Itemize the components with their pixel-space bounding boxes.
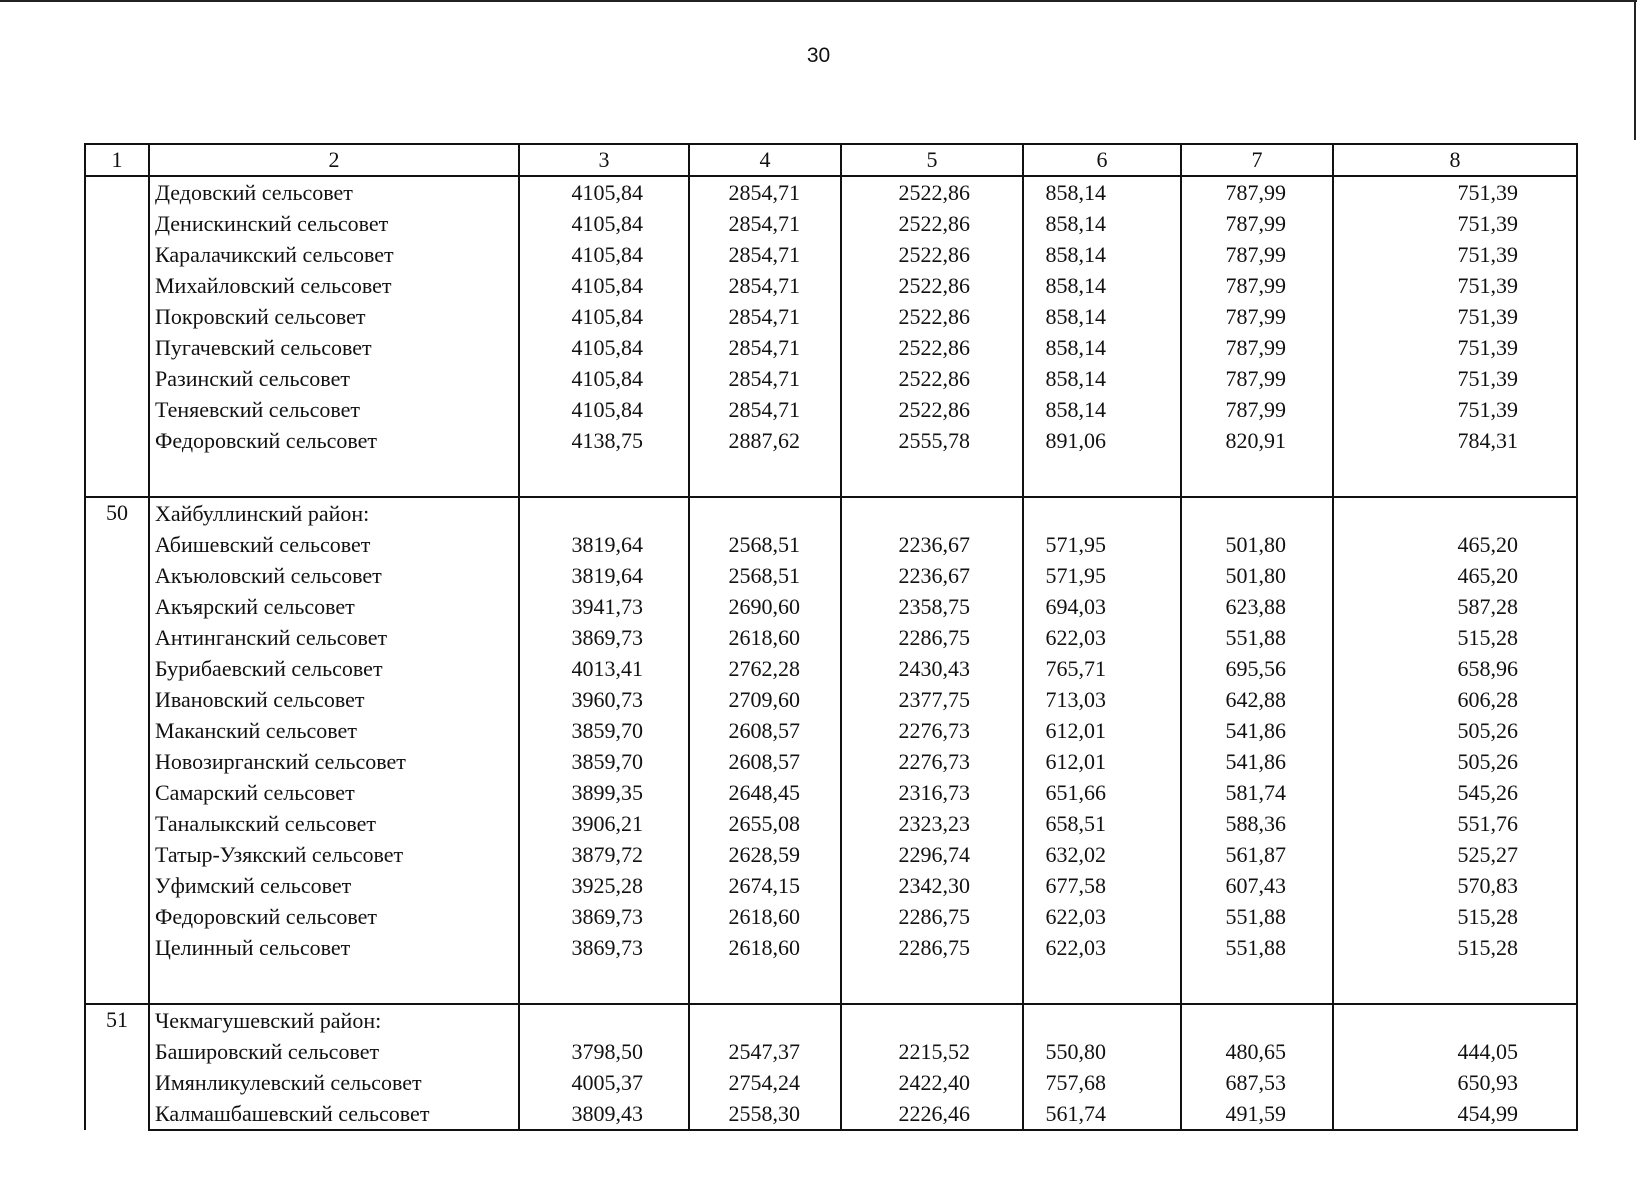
empty-cell — [519, 963, 689, 1004]
value-cell: 2430,43 — [841, 653, 1023, 684]
settlement-name: Абишевский сельсовет — [149, 529, 519, 560]
settlement-name: Ивановский сельсовет — [149, 684, 519, 715]
value-cell: 4138,75 — [519, 425, 689, 456]
empty-cell — [841, 497, 1023, 529]
page-number: 30 — [806, 44, 831, 67]
empty-cell — [1023, 963, 1181, 1004]
value-cell: 787,99 — [1181, 332, 1333, 363]
value-cell: 2628,59 — [689, 839, 841, 870]
table-row — [85, 363, 1577, 394]
settlement-name: Разинский сельсовет — [149, 363, 519, 394]
empty-cell — [519, 1004, 689, 1036]
empty-cell — [689, 1004, 841, 1036]
value-cell: 4105,84 — [519, 239, 689, 270]
value-cell: 2342,30 — [841, 870, 1023, 901]
value-cell: 3941,73 — [519, 591, 689, 622]
value-cell: 2655,08 — [689, 808, 841, 839]
value-cell: 588,36 — [1181, 808, 1333, 839]
value-cell: 2854,71 — [689, 208, 841, 239]
table-row — [85, 901, 1577, 932]
value-cell: 2422,40 — [841, 1067, 1023, 1098]
value-cell: 751,39 — [1333, 301, 1577, 332]
value-cell: 787,99 — [1181, 176, 1333, 208]
value-cell: 2296,74 — [841, 839, 1023, 870]
empty-cell — [1333, 1004, 1577, 1036]
value-cell: 858,14 — [1023, 239, 1181, 270]
empty-cell — [149, 456, 519, 497]
value-cell: 2522,86 — [841, 176, 1023, 208]
value-cell: 2522,86 — [841, 301, 1023, 332]
table-row — [85, 1067, 1577, 1098]
value-cell: 2522,86 — [841, 363, 1023, 394]
table-row — [85, 1098, 1577, 1130]
value-cell: 2377,75 — [841, 684, 1023, 715]
value-cell: 2709,60 — [689, 684, 841, 715]
table-row — [85, 932, 1577, 963]
value-cell: 2608,57 — [689, 715, 841, 746]
value-cell: 2316,73 — [841, 777, 1023, 808]
value-cell: 642,88 — [1181, 684, 1333, 715]
value-cell: 2674,15 — [689, 870, 841, 901]
value-cell: 751,39 — [1333, 332, 1577, 363]
value-cell: 694,03 — [1023, 591, 1181, 622]
empty-cell — [841, 963, 1023, 1004]
value-cell: 751,39 — [1333, 208, 1577, 239]
table-row — [85, 808, 1577, 839]
value-cell: 2854,71 — [689, 301, 841, 332]
settlement-name: Михайловский сельсовет — [149, 270, 519, 301]
value-cell: 623,88 — [1181, 591, 1333, 622]
value-cell: 751,39 — [1333, 394, 1577, 425]
value-cell: 2690,60 — [689, 591, 841, 622]
table-row — [85, 684, 1577, 715]
value-cell: 4013,41 — [519, 653, 689, 684]
value-cell: 2854,71 — [689, 270, 841, 301]
column-header: 7 — [1181, 144, 1333, 176]
value-cell: 622,03 — [1023, 622, 1181, 653]
district-heading-row — [85, 497, 1577, 529]
empty-cell — [1181, 497, 1333, 529]
value-cell: 480,65 — [1181, 1036, 1333, 1067]
value-cell: 505,26 — [1333, 715, 1577, 746]
value-cell: 515,28 — [1333, 622, 1577, 653]
value-cell: 2286,75 — [841, 901, 1023, 932]
settlement-name: Акъюловский сельсовет — [149, 560, 519, 591]
value-cell: 651,66 — [1023, 777, 1181, 808]
value-cell: 713,03 — [1023, 684, 1181, 715]
value-cell: 2522,86 — [841, 239, 1023, 270]
value-cell: 2236,67 — [841, 560, 1023, 591]
empty-cell — [1023, 497, 1181, 529]
value-cell: 551,76 — [1333, 808, 1577, 839]
value-cell: 571,95 — [1023, 529, 1181, 560]
table-row — [85, 1036, 1577, 1067]
settlement-name: Бурибаевский сельсовет — [149, 653, 519, 684]
value-cell: 4105,84 — [519, 363, 689, 394]
settlement-name: Каралачикский сельсовет — [149, 239, 519, 270]
empty-cell — [1181, 963, 1333, 1004]
row-number: 50 — [85, 497, 149, 1004]
value-cell: 622,03 — [1023, 901, 1181, 932]
district-name: Хайбуллинский район: — [149, 497, 519, 529]
value-cell: 858,14 — [1023, 208, 1181, 239]
empty-cell — [1023, 1004, 1181, 1036]
value-cell: 2762,28 — [689, 653, 841, 684]
value-cell: 858,14 — [1023, 270, 1181, 301]
settlement-name: Акъярский сельсовет — [149, 591, 519, 622]
value-cell: 501,80 — [1181, 560, 1333, 591]
value-cell: 751,39 — [1333, 270, 1577, 301]
settlement-name: Денискинский сельсовет — [149, 208, 519, 239]
value-cell: 858,14 — [1023, 332, 1181, 363]
settlement-name: Антинганский сельсовет — [149, 622, 519, 653]
value-cell: 2286,75 — [841, 932, 1023, 963]
value-cell: 3859,70 — [519, 715, 689, 746]
value-cell: 2522,86 — [841, 332, 1023, 363]
column-header: 1 — [85, 144, 149, 176]
value-cell: 3809,43 — [519, 1098, 689, 1130]
empty-cell — [1181, 456, 1333, 497]
value-cell: 2522,86 — [841, 394, 1023, 425]
settlement-name: Покровский сельсовет — [149, 301, 519, 332]
value-cell: 606,28 — [1333, 684, 1577, 715]
value-cell: 2887,62 — [689, 425, 841, 456]
value-cell: 465,20 — [1333, 560, 1577, 591]
table-row — [85, 715, 1577, 746]
value-cell: 607,43 — [1181, 870, 1333, 901]
table-body — [85, 176, 1577, 1130]
table-header — [85, 144, 1577, 176]
value-cell: 3899,35 — [519, 777, 689, 808]
settlement-name: Уфимский сельсовет — [149, 870, 519, 901]
value-cell: 505,26 — [1333, 746, 1577, 777]
settlement-name: Теняевский сельсовет — [149, 394, 519, 425]
value-cell: 891,06 — [1023, 425, 1181, 456]
tariff-table — [84, 143, 1578, 1131]
settlement-name: Калмашбашевский сельсовет — [149, 1098, 519, 1130]
value-cell: 2323,23 — [841, 808, 1023, 839]
value-cell: 550,80 — [1023, 1036, 1181, 1067]
value-cell: 3906,21 — [519, 808, 689, 839]
value-cell: 3859,70 — [519, 746, 689, 777]
district-name: Чекмагушевский район: — [149, 1004, 519, 1036]
value-cell: 2568,51 — [689, 529, 841, 560]
table-row — [85, 591, 1577, 622]
settlement-name: Дедовский сельсовет — [149, 176, 519, 208]
value-cell: 658,96 — [1333, 653, 1577, 684]
value-cell: 2854,71 — [689, 332, 841, 363]
value-cell: 787,99 — [1181, 394, 1333, 425]
value-cell: 561,87 — [1181, 839, 1333, 870]
value-cell: 491,59 — [1181, 1098, 1333, 1130]
value-cell: 2854,71 — [689, 363, 841, 394]
value-cell: 4105,84 — [519, 301, 689, 332]
value-cell: 677,58 — [1023, 870, 1181, 901]
empty-cell — [1333, 456, 1577, 497]
column-header: 4 — [689, 144, 841, 176]
column-header: 2 — [149, 144, 519, 176]
value-cell: 2547,37 — [689, 1036, 841, 1067]
value-cell: 551,88 — [1181, 932, 1333, 963]
value-cell: 751,39 — [1333, 176, 1577, 208]
table-row — [85, 622, 1577, 653]
settlement-name: Федоровский сельсовет — [149, 425, 519, 456]
value-cell: 541,86 — [1181, 746, 1333, 777]
empty-cell — [149, 963, 519, 1004]
settlement-name: Целинный сельсовет — [149, 932, 519, 963]
value-cell: 3869,73 — [519, 622, 689, 653]
top-edge-rule — [0, 0, 1637, 2]
value-cell: 2276,73 — [841, 746, 1023, 777]
value-cell: 3869,73 — [519, 901, 689, 932]
value-cell: 2854,71 — [689, 394, 841, 425]
value-cell: 858,14 — [1023, 394, 1181, 425]
value-cell: 4105,84 — [519, 270, 689, 301]
header-row — [85, 144, 1577, 176]
value-cell: 4105,84 — [519, 208, 689, 239]
value-cell: 687,53 — [1181, 1067, 1333, 1098]
value-cell: 4105,84 — [519, 394, 689, 425]
value-cell: 3819,64 — [519, 529, 689, 560]
value-cell: 2226,46 — [841, 1098, 1023, 1130]
empty-cell — [1181, 1004, 1333, 1036]
value-cell: 787,99 — [1181, 363, 1333, 394]
value-cell: 3879,72 — [519, 839, 689, 870]
value-cell: 541,86 — [1181, 715, 1333, 746]
table-row — [85, 653, 1577, 684]
right-edge-rule — [1634, 0, 1636, 140]
table-row — [85, 529, 1577, 560]
value-cell: 2555,78 — [841, 425, 1023, 456]
row-number: 51 — [85, 1004, 149, 1130]
value-cell: 622,03 — [1023, 932, 1181, 963]
value-cell: 784,31 — [1333, 425, 1577, 456]
value-cell: 2608,57 — [689, 746, 841, 777]
empty-cell — [1333, 963, 1577, 1004]
value-cell: 2558,30 — [689, 1098, 841, 1130]
value-cell: 751,39 — [1333, 363, 1577, 394]
value-cell: 4105,84 — [519, 332, 689, 363]
empty-cell — [689, 963, 841, 1004]
settlement-name: Федоровский сельсовет — [149, 901, 519, 932]
value-cell: 650,93 — [1333, 1067, 1577, 1098]
spacer-row — [85, 963, 1577, 1004]
column-header: 6 — [1023, 144, 1181, 176]
value-cell: 2358,75 — [841, 591, 1023, 622]
value-cell: 3798,50 — [519, 1036, 689, 1067]
value-cell: 2648,45 — [689, 777, 841, 808]
value-cell: 2276,73 — [841, 715, 1023, 746]
value-cell: 757,68 — [1023, 1067, 1181, 1098]
table-row — [85, 394, 1577, 425]
value-cell: 2754,24 — [689, 1067, 841, 1098]
value-cell: 454,99 — [1333, 1098, 1577, 1130]
value-cell: 787,99 — [1181, 301, 1333, 332]
value-cell: 787,99 — [1181, 239, 1333, 270]
table-row — [85, 560, 1577, 591]
value-cell: 525,27 — [1333, 839, 1577, 870]
value-cell: 858,14 — [1023, 301, 1181, 332]
value-cell: 765,71 — [1023, 653, 1181, 684]
empty-cell — [519, 497, 689, 529]
empty-cell — [841, 456, 1023, 497]
table-row — [85, 777, 1577, 808]
value-cell: 858,14 — [1023, 176, 1181, 208]
value-cell: 2618,60 — [689, 622, 841, 653]
table-row — [85, 208, 1577, 239]
value-cell: 695,56 — [1181, 653, 1333, 684]
value-cell: 3819,64 — [519, 560, 689, 591]
table-row — [85, 301, 1577, 332]
value-cell: 820,91 — [1181, 425, 1333, 456]
value-cell: 658,51 — [1023, 808, 1181, 839]
value-cell: 2854,71 — [689, 239, 841, 270]
settlement-name: Таналыкский сельсовет — [149, 808, 519, 839]
column-header: 8 — [1333, 144, 1577, 176]
table-row — [85, 746, 1577, 777]
value-cell: 561,74 — [1023, 1098, 1181, 1130]
settlement-name: Маканский сельсовет — [149, 715, 519, 746]
value-cell: 2618,60 — [689, 932, 841, 963]
settlement-name: Пугачевский сельсовет — [149, 332, 519, 363]
value-cell: 4005,37 — [519, 1067, 689, 1098]
empty-cell — [689, 497, 841, 529]
value-cell: 444,05 — [1333, 1036, 1577, 1067]
value-cell: 2522,86 — [841, 208, 1023, 239]
settlement-name: Татыр-Узякский сельсовет — [149, 839, 519, 870]
value-cell: 2854,71 — [689, 176, 841, 208]
value-cell: 3925,28 — [519, 870, 689, 901]
value-cell: 2236,67 — [841, 529, 1023, 560]
value-cell: 3869,73 — [519, 932, 689, 963]
value-cell: 570,83 — [1333, 870, 1577, 901]
settlement-name: Башировский сельсовет — [149, 1036, 519, 1067]
spacer-row — [85, 456, 1577, 497]
value-cell: 551,88 — [1181, 901, 1333, 932]
settlement-name: Новозирганский сельсовет — [149, 746, 519, 777]
value-cell: 612,01 — [1023, 746, 1181, 777]
table-row — [85, 176, 1577, 208]
empty-cell — [519, 456, 689, 497]
value-cell: 858,14 — [1023, 363, 1181, 394]
value-cell: 501,80 — [1181, 529, 1333, 560]
value-cell: 787,99 — [1181, 208, 1333, 239]
empty-cell — [841, 1004, 1023, 1036]
value-cell: 515,28 — [1333, 901, 1577, 932]
table-row — [85, 870, 1577, 901]
value-cell: 571,95 — [1023, 560, 1181, 591]
value-cell: 632,02 — [1023, 839, 1181, 870]
value-cell: 2618,60 — [689, 901, 841, 932]
value-cell: 2568,51 — [689, 560, 841, 591]
table-row — [85, 425, 1577, 456]
value-cell: 581,74 — [1181, 777, 1333, 808]
value-cell: 2215,52 — [841, 1036, 1023, 1067]
table-row — [85, 239, 1577, 270]
empty-cell — [1333, 497, 1577, 529]
table-row — [85, 839, 1577, 870]
value-cell: 787,99 — [1181, 270, 1333, 301]
column-header: 3 — [519, 144, 689, 176]
row-number — [85, 176, 149, 497]
table-row — [85, 332, 1577, 363]
settlement-name: Самарский сельсовет — [149, 777, 519, 808]
value-cell: 545,26 — [1333, 777, 1577, 808]
table-row — [85, 270, 1577, 301]
value-cell: 587,28 — [1333, 591, 1577, 622]
value-cell: 551,88 — [1181, 622, 1333, 653]
value-cell: 2286,75 — [841, 622, 1023, 653]
empty-cell — [1023, 456, 1181, 497]
column-header: 5 — [841, 144, 1023, 176]
district-heading-row — [85, 1004, 1577, 1036]
value-cell: 612,01 — [1023, 715, 1181, 746]
value-cell: 4105,84 — [519, 176, 689, 208]
value-cell: 2522,86 — [841, 270, 1023, 301]
value-cell: 465,20 — [1333, 529, 1577, 560]
value-cell: 3960,73 — [519, 684, 689, 715]
value-cell: 515,28 — [1333, 932, 1577, 963]
value-cell: 751,39 — [1333, 239, 1577, 270]
settlement-name: Имянликулевский сельсовет — [149, 1067, 519, 1098]
empty-cell — [689, 456, 841, 497]
